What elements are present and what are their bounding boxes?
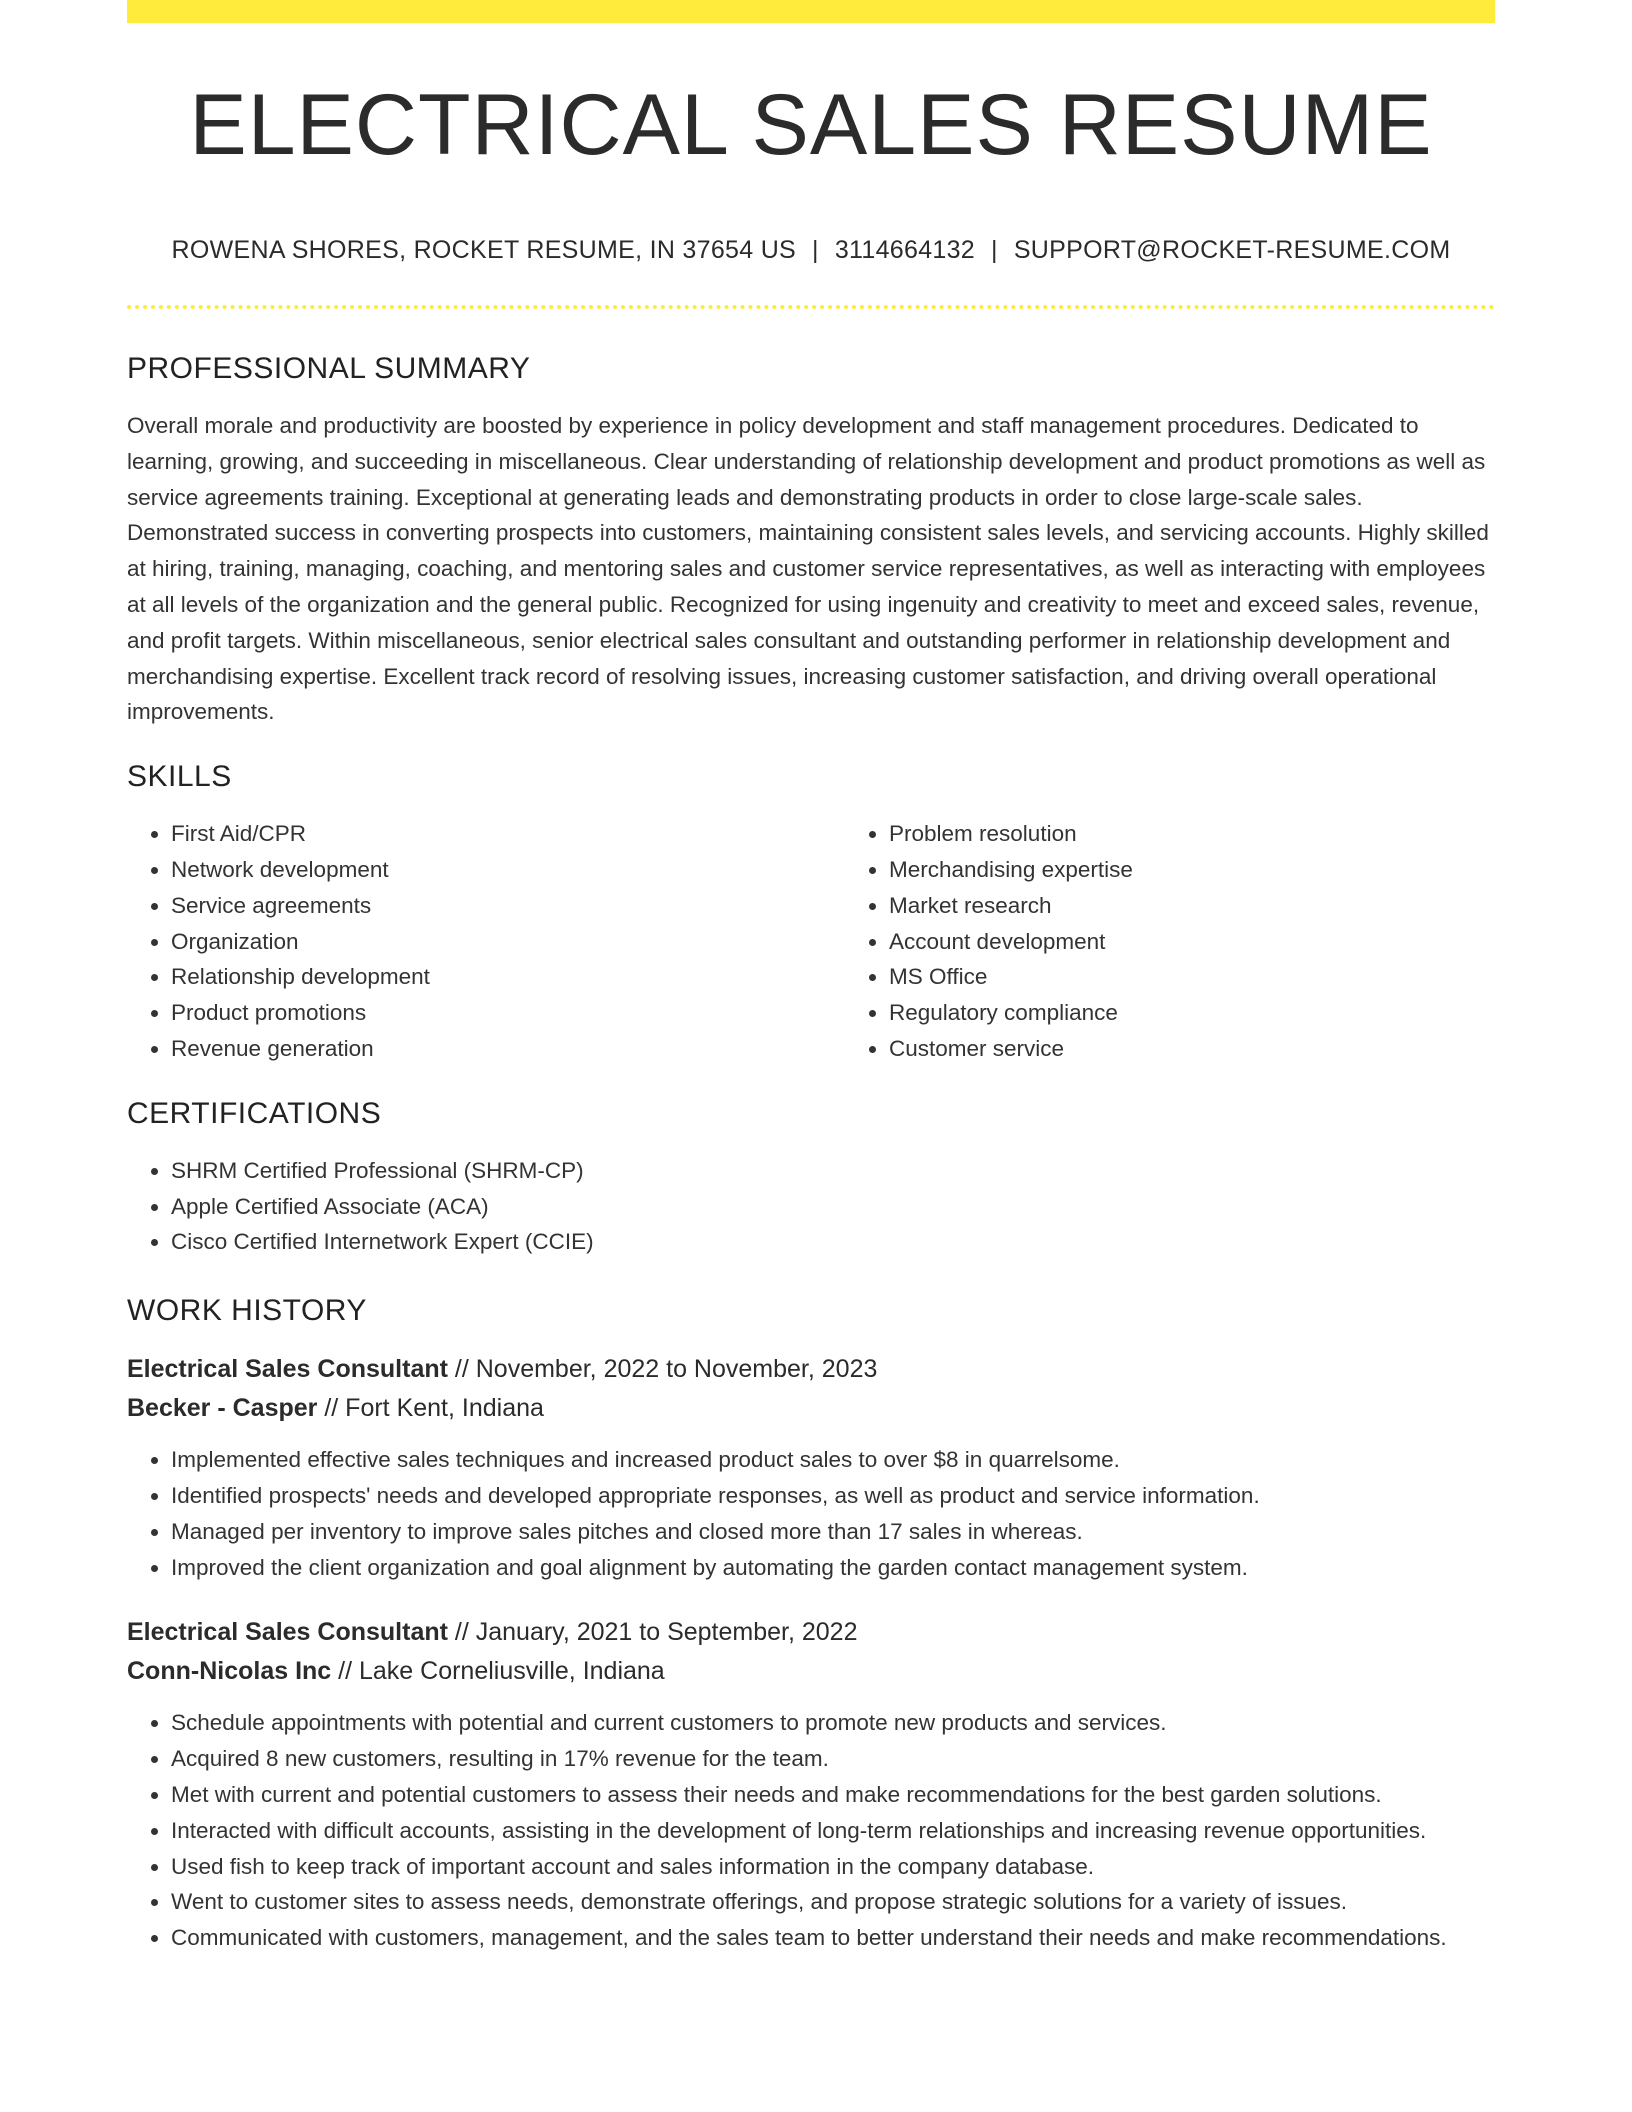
job-bullet: • Managed per inventory to improve sales pitches and closed more than 17 sales in whereas. <box>171 1514 1495 1550</box>
resume-body <box>127 352 1495 1984</box>
certifications-list <box>127 1153 1495 1260</box>
job-bullets <box>127 1705 1495 1956</box>
certifications-heading: CERTIFICATIONS <box>127 1096 382 1130</box>
job-bullet: • Went to customer sites to assess needs, demonstrate offerings, and propose strategic solutions for a variety of issues. <box>171 1884 1495 1920</box>
job-company: Becker - Casper <box>127 1394 318 1423</box>
skills-list-left <box>127 816 845 1067</box>
contact-email: SUPPORT@ROCKET-RESUME.COM <box>1013 236 1451 264</box>
skill-item: • Revenue generation <box>171 1031 845 1067</box>
skill-item: • Merchandising expertise <box>889 852 1563 888</box>
job-title-line <box>127 1613 1495 1652</box>
job-company: Conn-Nicolas Inc <box>127 1657 332 1686</box>
contact-separator: | <box>812 236 819 264</box>
job-entry <box>127 1350 1495 1585</box>
work-history-heading: WORK HISTORY <box>127 1294 367 1328</box>
job-location: // Lake Corneliusville, Indiana <box>338 1657 665 1686</box>
job-company-line <box>127 1389 1495 1428</box>
skills-heading: SKILLS <box>127 760 232 794</box>
job-title-line <box>127 1350 1495 1389</box>
skills-section <box>127 760 1495 1067</box>
job-bullet: • Communicated with customers, management, and the sales team to better understand their needs and make recommendations. <box>171 1920 1495 1956</box>
job-title: Electrical Sales Consultant <box>127 1618 448 1647</box>
job-bullet: • Interacted with difficult accounts, assisting in the development of long-term relationships and increasing revenue opportunities. <box>171 1813 1495 1849</box>
summary-heading: PROFESSIONAL SUMMARY <box>127 352 531 385</box>
skills-list-right <box>845 816 1563 1067</box>
certifications-section <box>127 1097 1495 1260</box>
contact-phone: 3114664132 <box>834 236 976 264</box>
skill-item: • Relationship development <box>171 959 845 995</box>
contact-address: ROWENA SHORES, ROCKET RESUME, IN 37654 US <box>171 236 797 264</box>
job-bullets <box>127 1442 1495 1585</box>
job-dates: // November, 2022 to November, 2023 <box>454 1355 878 1384</box>
skill-item: • Customer service <box>889 1031 1563 1067</box>
skill-item: • Service agreements <box>171 888 845 924</box>
skill-item: • Account development <box>889 924 1563 960</box>
skill-item: • MS Office <box>889 959 1563 995</box>
skill-item: • Regulatory compliance <box>889 995 1563 1031</box>
job-title: Electrical Sales Consultant <box>127 1355 448 1384</box>
job-entry <box>127 1613 1495 1956</box>
job-bullet: • Improved the client organization and goal alignment by automating the garden contact management system. <box>171 1550 1495 1586</box>
contact-line <box>127 236 1495 265</box>
accent-top-bar <box>127 0 1495 23</box>
certification-item: • Cisco Certified Internetwork Expert (CCIE) <box>171 1224 1495 1260</box>
job-dates: // January, 2021 to September, 2022 <box>454 1618 858 1647</box>
job-bullet: • Met with current and potential customers to assess their needs and make recommendations for the best garden solutions. <box>171 1777 1495 1813</box>
job-location: // Fort Kent, Indiana <box>324 1394 544 1423</box>
skills-grid <box>127 816 1495 1067</box>
job-bullet: • Used fish to keep track of important account and sales information in the company database. <box>171 1849 1495 1885</box>
dotted-divider <box>127 305 1495 309</box>
summary-section <box>127 352 1495 730</box>
skill-item: • Market research <box>889 888 1563 924</box>
contact-separator: | <box>991 236 998 264</box>
job-bullet: • Schedule appointments with potential and current customers to promote new products and services. <box>171 1705 1495 1741</box>
work-history-section <box>127 1294 1495 1956</box>
skill-item: • Problem resolution <box>889 816 1563 852</box>
skill-item: • First Aid/CPR <box>171 816 845 852</box>
job-company-line <box>127 1652 1495 1691</box>
job-bullet: • Implemented effective sales techniques and increased product sales to over $8 in quarrelsome. <box>171 1442 1495 1478</box>
summary-text: Overall morale and productivity are boosted by experience in policy development and staff management procedures. Dedicated to learning, growing, and succeeding in miscellaneous. Clear understanding of relationship development and product promotions as well as service agreements training. Exceptional at generating leads and demonstrating products in order to close large-scale sales. Demonstrated success in converting prospects into customers, maintaining consistent sales levels, and servicing accounts. Highly skilled at hiring, training, managing, coaching, and mentoring sales and customer service representatives, as well as interacting with employees at all levels of the organization and the general public. Recognized for using ingenuity and creativity to meet and exceed sales, revenue, and profit targets. Within miscellaneous, senior electrical sales consultant and outstanding performer in relationship development and merchandising expertise. Excellent track record of resolving issues, increasing customer satisfaction, and driving overall operational improvements. <box>127 413 1489 725</box>
certification-item: • Apple Certified Associate (ACA) <box>171 1189 1495 1225</box>
skill-item: • Organization <box>171 924 845 960</box>
job-bullet: • Identified prospects' needs and developed appropriate responses, as well as product and service information. <box>171 1478 1495 1514</box>
certification-item: • SHRM Certified Professional (SHRM-CP) <box>171 1153 1495 1189</box>
skill-item: • Network development <box>171 852 845 888</box>
resume-title: ELECTRICAL SALES RESUME <box>189 77 1433 173</box>
job-bullet: • Acquired 8 new customers, resulting in 17% revenue for the team. <box>171 1741 1495 1777</box>
skill-item: • Product promotions <box>171 995 845 1031</box>
